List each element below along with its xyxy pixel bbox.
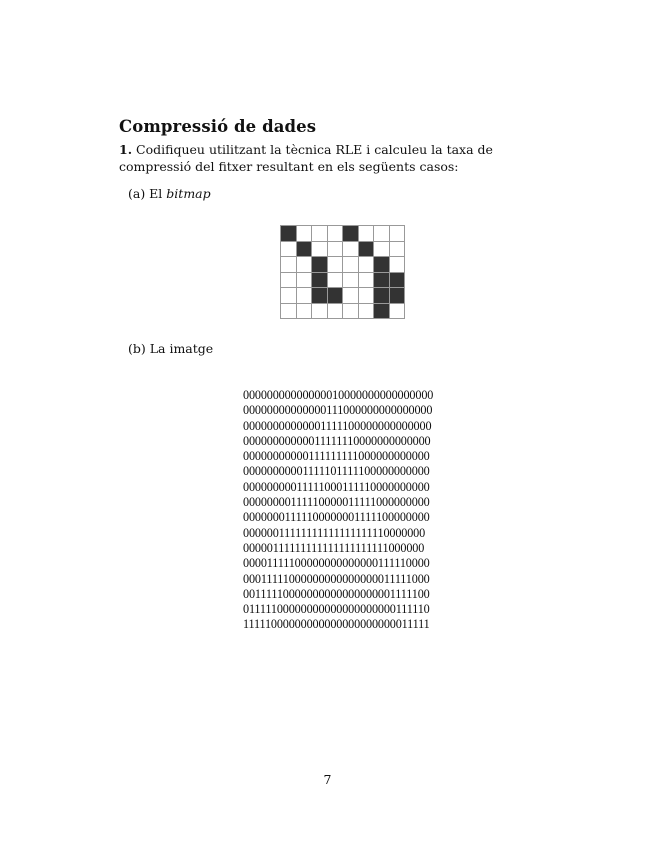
bitmap-cell (328, 226, 344, 242)
bitmap-cell (312, 304, 328, 320)
bitmap-cell (374, 242, 390, 258)
bitmap-cell (328, 242, 344, 258)
part-a-label (128, 186, 211, 201)
section-title: Compressió de dades (119, 117, 317, 136)
bitmap-cell (281, 226, 297, 242)
bitmap-cell (359, 273, 375, 289)
binary-image-row: 00000000000011111110000000000000 (243, 433, 431, 448)
binary-image-row: 00000011111111111111111110000000 (243, 525, 426, 540)
binary-image-row: 00000000000000010000000000000000 (243, 388, 434, 402)
bitmap-cell (343, 273, 359, 289)
bitmap-cell (359, 226, 375, 242)
bitmap-cell (343, 304, 359, 320)
bitmap-cell (312, 242, 328, 258)
bitmap-cell (297, 288, 313, 304)
binary-image-row: 00000000111110000011111000000000 (243, 495, 430, 510)
bitmap-cell (359, 288, 375, 304)
binary-image-row: 00000000000111111111000000000000 (243, 449, 430, 464)
bitmap-cell (390, 226, 406, 242)
exercise-statement (119, 141, 539, 175)
binary-image-row: 01111100000000000000000000111110 (243, 602, 430, 617)
bitmap-cell (328, 288, 344, 304)
bitmap-cell (390, 304, 406, 320)
binary-image-row: 00000000001111101111100000000000 (243, 464, 430, 479)
bitmap-cell (390, 273, 406, 289)
bitmap-cell (390, 288, 406, 304)
bitmap-cell (297, 242, 313, 258)
binary-image-row: 00001111100000000000000111110000 (243, 556, 430, 571)
bitmap-cell (281, 257, 297, 273)
part-b-label: (b) La imatge (128, 341, 214, 356)
bitmap-cell (328, 273, 344, 289)
bitmap-cell (343, 288, 359, 304)
page-number: 7 (323, 772, 332, 787)
binary-image-row: 00000000000001111100000000000000 (243, 418, 432, 433)
bitmap-cell (343, 257, 359, 273)
binary-image-row: 00011111000000000000000011111000 (243, 571, 430, 586)
bitmap-cell (312, 226, 328, 242)
bitmap-cell (359, 242, 375, 258)
bitmap-cell (297, 304, 313, 320)
bitmap-cell (359, 257, 375, 273)
exercise-number: 1. (119, 142, 133, 157)
binary-image-row: 00000000000000111000000000000000 (243, 403, 433, 418)
part-a-prefix: (a) El (128, 186, 163, 201)
bitmap-cell (328, 304, 344, 320)
bitmap-cell (328, 257, 344, 273)
bitmap-cell (297, 257, 313, 273)
bitmap-cell (281, 304, 297, 320)
bitmap-cell (281, 242, 297, 258)
binary-image-row: 00000001111100000001111100000000 (243, 510, 430, 525)
bitmap-cell (281, 288, 297, 304)
bitmap-cell (343, 242, 359, 258)
bitmap-grid (280, 225, 405, 319)
bitmap-cell (312, 273, 328, 289)
bitmap-cell (374, 288, 390, 304)
binary-image-row: 00000000011111000111110000000000 (243, 479, 430, 494)
bitmap-cell (390, 257, 406, 273)
bitmap-cell (374, 226, 390, 242)
part-a-emphasis: bitmap (166, 186, 211, 201)
binary-image-row: 00111110000000000000000001111100 (243, 586, 430, 601)
bitmap-cell (312, 288, 328, 304)
exercise-text: Codifiqueu utilitzant la tècnica RLE i calculeu la taxa de compressió del fitxer resultant en els següents casos: (119, 142, 493, 174)
bitmap-cell (281, 273, 297, 289)
binary-image-row: 00000111111111111111111111000000 (243, 540, 425, 555)
bitmap-cell (297, 273, 313, 289)
binary-image-block (243, 388, 433, 633)
bitmap-cell (297, 226, 313, 242)
bitmap-cell (343, 226, 359, 242)
bitmap-cell (312, 257, 328, 273)
bitmap-cell (390, 242, 406, 258)
binary-image-row: 11111000000000000000000000011111 (243, 617, 430, 632)
bitmap-cell (359, 304, 375, 320)
bitmap-cell (374, 257, 390, 273)
bitmap-cell (374, 304, 390, 320)
bitmap-cell (374, 273, 390, 289)
